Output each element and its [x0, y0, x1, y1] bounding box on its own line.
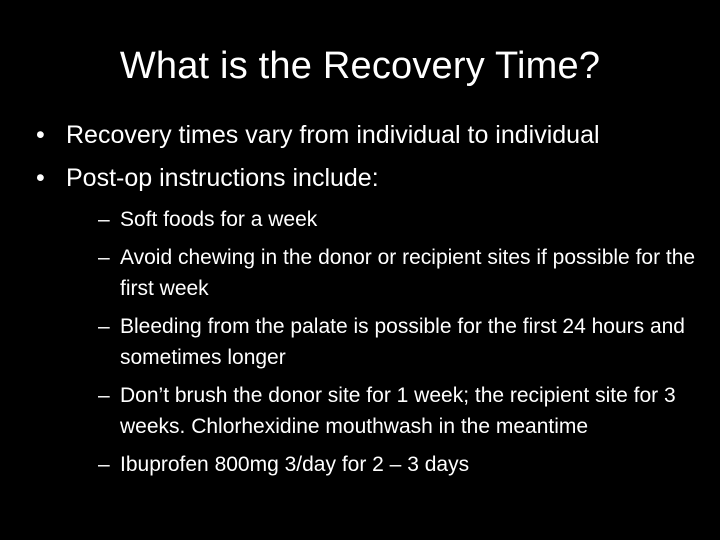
- sub-bullet-marker: –: [98, 315, 110, 338]
- bullet-text: Recovery times vary from individual to individual: [66, 121, 600, 149]
- sub-bullet-item: [98, 449, 702, 480]
- sub-bullet-item: [98, 242, 702, 304]
- bullet-text: Post-op instructions include:: [66, 164, 379, 192]
- sub-bullet-item: [98, 380, 702, 442]
- sub-bullet-item: [98, 311, 702, 373]
- sub-bullet-text: Bleeding from the palate is possible for the first 24 hours and sometimes longer: [120, 315, 685, 369]
- sub-bullet-marker: –: [98, 208, 110, 231]
- sub-bullet-marker: –: [98, 384, 110, 407]
- bullet-marker: •: [36, 164, 45, 192]
- sub-bullet-marker: –: [98, 246, 110, 269]
- slide-body: [36, 118, 696, 487]
- sub-bullet-text: Don’t brush the donor site for 1 week; the recipient site for 3 weeks. Chlorhexidine mouthwash in the meantime: [120, 384, 676, 438]
- bullet-item: [36, 161, 696, 195]
- sub-bullet-marker: –: [98, 453, 110, 476]
- slide-title: What is the Recovery Time?: [119, 45, 601, 87]
- sub-bullet-text: Avoid chewing in the donor or recipient sites if possible for the first week: [120, 246, 696, 300]
- sub-bullet-text: Soft foods for a week: [120, 208, 318, 231]
- sub-bullet-text: Ibuprofen 800mg 3/day for 2 – 3 days: [120, 453, 470, 476]
- bullet-marker: •: [36, 121, 45, 149]
- bullet-item: [36, 118, 696, 152]
- sub-bullet-item: [98, 204, 702, 235]
